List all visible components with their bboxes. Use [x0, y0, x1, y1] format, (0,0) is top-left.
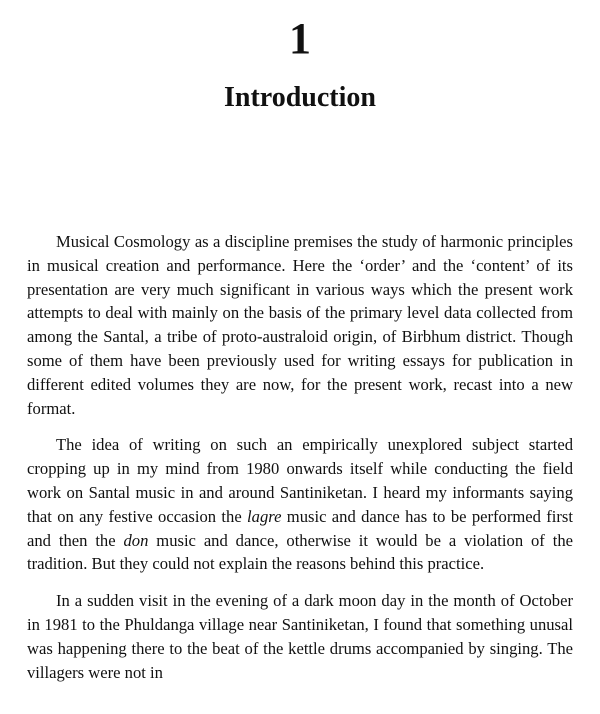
italic-term-don: don: [123, 530, 149, 550]
paragraph-text: music and dance, otherwise it would be a violation of the tradition. But they could not explain the reasons behind this practice.: [27, 530, 574, 574]
paragraph-text: In a sudden visit in the evening of a dark moon day in the month of October in 1981 to the Phuldanga village near Santiniketan, I found that something unusal was happening there to the beat of the kettle drums accompanied by singing. The villagers were not in: [27, 591, 573, 682]
paragraph-2: [27, 433, 573, 576]
paragraph-1: [27, 230, 573, 420]
paragraph-text: Musical Cosmology as a discipline premises the study of harmonic principles in musical creation and performance. Here the ‘order’ and the ‘content’ of its presentation are very much significant in various ways which the present work attempts to deal with mainly on the basis of the primary level data collected from among the Santal, a tribe of proto-australoid origin, of Birbhum district. Though some of them have been previously used for writing essays for publication in different edited volumes they are now, for the present work, recast into a new format.: [27, 232, 573, 418]
paragraph-text: The idea of writing on such an empirically unexplored subject started cropping up in my mind from 1980 onwards itself while conducting the field work on Santal music in and around Santiniketan. I heard my informants saying that on any festive occasion the: [27, 435, 573, 526]
chapter-number: 1: [289, 14, 311, 63]
body-text: [27, 230, 573, 697]
paragraph-text: music and dance has to be performed first and then the: [27, 506, 574, 550]
chapter-title: Introduction: [224, 82, 376, 113]
paragraph-3: [27, 589, 573, 684]
italic-term-lagre: lagre: [247, 506, 282, 526]
